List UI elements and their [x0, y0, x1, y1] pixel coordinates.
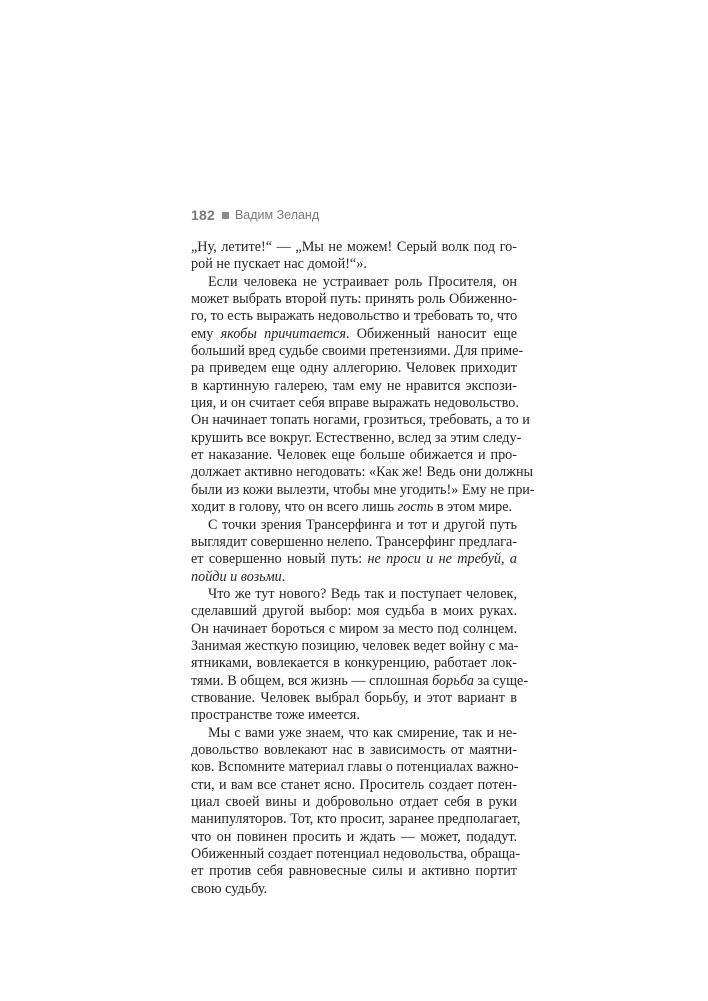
- text-line: [191, 672, 529, 690]
- text-line: Если человека не устраивает роль Просителя, он: [208, 273, 517, 290]
- text-line: Что же тут нового? Ведь так и поступает человек,: [208, 585, 517, 602]
- text-run: . Обиженный наносит еще: [346, 325, 517, 342]
- text-line: Занимая жесткую позицию, человек ведет войну с ма-: [191, 637, 519, 654]
- text-line: Обиженный создает потенциал недовольства, обраща-: [191, 846, 521, 863]
- italic-emphasis: пойди и возьми: [191, 568, 282, 585]
- text-line: ствование. Человек выбрал борьбу, и этот вариант в: [191, 689, 517, 706]
- text-line: сделавший другой выбор: моя судьба в моих руках.: [191, 603, 517, 620]
- text-line: может выбрать второй путь: принять роль Обиженно-: [191, 291, 517, 308]
- text-line: С точки зрения Трансерфинга и тот и другой путь: [208, 516, 517, 533]
- text-line: Он начинает бороться с миром за место под солнцем.: [191, 620, 517, 637]
- text-line: [191, 569, 517, 586]
- text-line: ет против себя равновесные силы и активно портит: [191, 863, 517, 880]
- text-line: сти, и вам все станет ясно. Проситель создает потен-: [191, 776, 517, 793]
- text-line: ятниками, вовлекается в конкуренцию, работает лок-: [191, 655, 517, 672]
- text-line: Он начинает топать ногами, грозиться, требовать, а то и: [191, 412, 530, 429]
- text-run: ет совершенно новый путь:: [191, 551, 368, 568]
- text-line: ра приведем еще одну аллегорию. Человек приходит: [191, 360, 517, 377]
- italic-emphasis: борьба: [432, 672, 474, 689]
- italic-emphasis: гость: [397, 499, 434, 516]
- running-head: [191, 205, 319, 225]
- paragraph: [191, 517, 517, 586]
- text-line: крушить все вокруг. Естественно, вслед за этим следу-: [191, 429, 522, 446]
- text-run: за суще-: [473, 672, 529, 689]
- text-line: больший вред судьбе своими претензиями. Для приме-: [191, 343, 524, 360]
- paragraph: [191, 239, 517, 274]
- text-line: рой не пускает нас домой!“».: [191, 256, 367, 273]
- text-run: ходит в голову, что он всего лишь: [191, 499, 398, 516]
- text-line: свою судьбу.: [191, 880, 268, 897]
- paragraph: [191, 585, 529, 725]
- text-line: ция, и он считает себя вправе выражать недовольство.: [191, 395, 519, 412]
- text-line: [191, 326, 517, 343]
- text-line: го, то есть выражать недовольство и требовать то, что: [191, 308, 518, 325]
- text-line: пространстве тоже имеется.: [191, 707, 360, 724]
- text-run: ему: [191, 325, 221, 342]
- text-line: манипуляторов. Тот, кто просит, заранее предполагает,: [191, 811, 521, 828]
- text-line: довольство вовлекают нас в зависимость от маятни-: [191, 741, 517, 758]
- text-run: .: [281, 568, 286, 585]
- text-line: [191, 499, 517, 516]
- text-line: были из кожи вылезти, чтобы мне угодить!» Ему не при-: [191, 481, 535, 498]
- text-line: „Ну, летите!“ — „Мы не можем! Серый волк под го-: [191, 239, 517, 255]
- text-run: в этом мире.: [433, 499, 513, 516]
- body-text: [191, 239, 535, 898]
- italic-emphasis: якобы причитается: [220, 325, 347, 342]
- author-name: Вадим Зеланд: [234, 208, 320, 222]
- text-line: Мы с вами уже знаем, что как смирение, так и не-: [208, 724, 517, 741]
- text-line: выглядит совершенно нелепо. Трансерфинг предлага-: [191, 533, 517, 550]
- text-line: ет наказание. Человек еще больше обижается и про-: [191, 447, 517, 464]
- header-square-ornament: [222, 212, 229, 219]
- text-line: должает активно негодовать: «Как же! Ведь они должны: [191, 464, 534, 481]
- text-line: ков. Вспомните материал главы о потенциалах важно-: [191, 759, 519, 776]
- paragraph: [191, 724, 521, 898]
- italic-emphasis: не проси и не требуй, а: [367, 551, 517, 568]
- page-number: 182: [191, 207, 215, 223]
- text-run: тями. В общем, вся жизнь — сплошная: [191, 672, 433, 689]
- text-line: циал своей вины и добровольно отдает себя в руки: [191, 794, 517, 810]
- paragraph: [191, 273, 535, 517]
- text-line: в картинную галерею, там ему не нравится экспози-: [191, 377, 517, 394]
- text-line: [191, 551, 517, 568]
- text-line: что он повинен просить и ждать — может, подадут.: [191, 828, 517, 845]
